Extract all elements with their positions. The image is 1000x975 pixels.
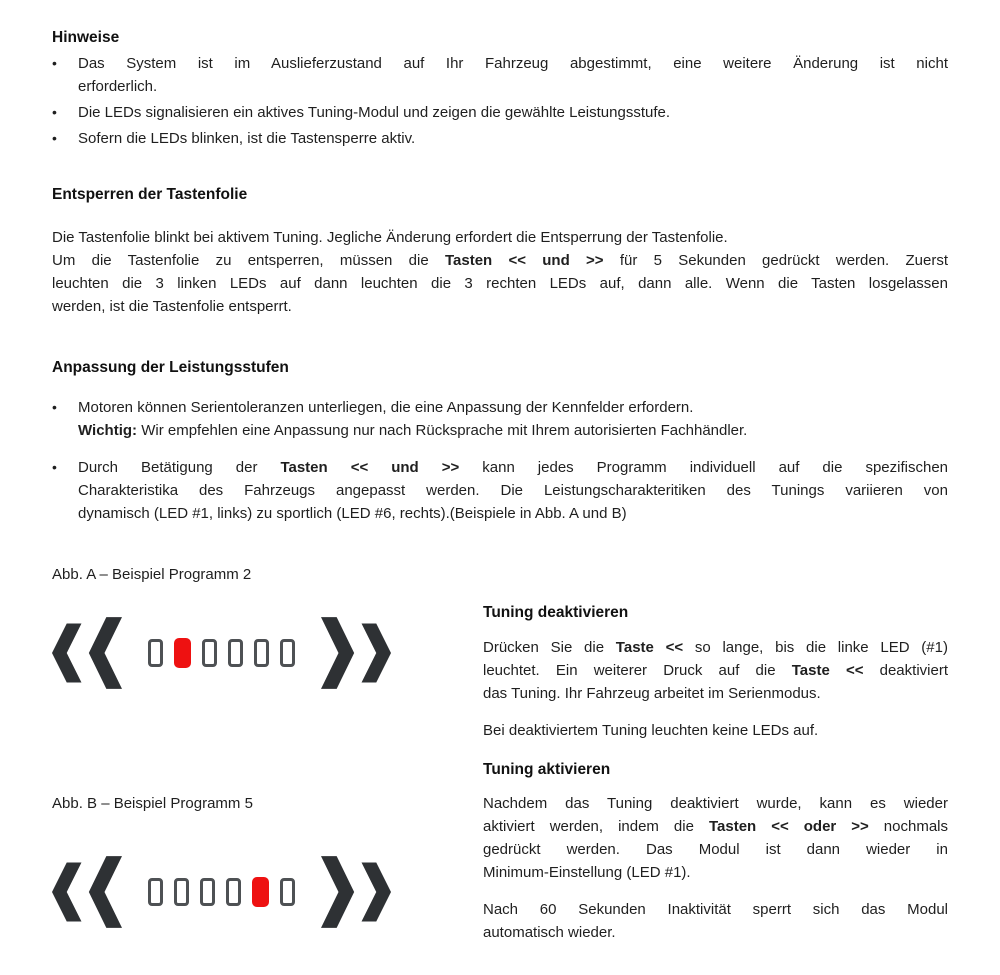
- text-line: Nach 60 Sekunden Inaktivität sperrt sich das Modul: [483, 901, 948, 918]
- text-line: leuchten die 3 linken LEDs auf dann leuchten die 3 rechten LEDs auf, dann alle. Wenn die Tasten losgelassen: [52, 275, 948, 292]
- bullet-text: [78, 127, 948, 150]
- bold-text: Tasten << und >>: [444, 252, 604, 269]
- text: aktiviert werden, indem die: [483, 818, 709, 835]
- text-line: Motoren können Serientoleranzen unterliegen, die eine Anpassung der Kennfelder erfordern.: [78, 399, 694, 416]
- figure-b-label: Abb. B – Beispiel Programm 5: [52, 795, 253, 812]
- text-line: [483, 815, 948, 838]
- led-indicator: [200, 878, 215, 906]
- list-item: [52, 456, 948, 525]
- hinweise-list: [52, 52, 948, 150]
- bold-text: Tasten << und >>: [280, 459, 460, 476]
- aktivieren-title: Tuning aktivieren: [483, 761, 611, 778]
- text: deaktiviert: [863, 662, 948, 679]
- bullet-icon: •: [52, 399, 57, 415]
- bullet-text: [78, 52, 948, 98]
- bold-text: Tasten << oder >>: [708, 818, 869, 835]
- text-line: [78, 456, 948, 479]
- deaktivieren-paragraph: [483, 636, 948, 705]
- text-line: erforderlich.: [78, 78, 158, 95]
- bold-text: Taste <<: [615, 639, 684, 656]
- led-indicator: [228, 639, 243, 667]
- text-line: dynamisch (LED #1, links) zu sportlich (LED #6, rechts).(Beispiele in Abb. A und B): [78, 505, 627, 522]
- anpassung-title: Anpassung der Leistungsstufen: [52, 359, 289, 376]
- led-indicator: [174, 878, 189, 906]
- list-item: [52, 396, 948, 442]
- text: Durch Betätigung der: [78, 459, 281, 476]
- led-indicator-active: [252, 877, 269, 907]
- bullet-text: [78, 396, 948, 442]
- text-line: Das System ist im Auslieferzustand auf Ihr Fahrzeug abgestimmt, eine weitere Änderung ist nicht: [78, 55, 948, 72]
- led-indicator-active: [174, 638, 191, 668]
- chevron-left-icon: [52, 617, 122, 689]
- led-row: [148, 638, 295, 668]
- text: Drücken Sie die: [483, 639, 616, 656]
- text-line: das Tuning. Ihr Fahrzeug arbeitet im Serienmodus.: [483, 685, 821, 702]
- led-row: [148, 877, 295, 907]
- bullet-icon: •: [52, 130, 57, 146]
- list-item: [52, 101, 948, 124]
- hinweise-title: Hinweise: [52, 29, 120, 46]
- text-line: gedrückt werden. Das Modul ist dann wieder in: [483, 841, 948, 858]
- text-line: Sofern die LEDs blinken, ist die Tastensperre aktiv.: [78, 130, 416, 147]
- section-entsperren: [52, 183, 948, 318]
- text: für 5 Sekunden gedrückt werden. Zuerst: [603, 252, 949, 269]
- led-indicator: [254, 639, 269, 667]
- text-line: Die Tastenfolie blinkt bei aktivem Tuning. Jegliche Änderung erfordert die Entsperrung der Tastenfolie.: [52, 229, 728, 246]
- list-item: [52, 127, 948, 150]
- text-line: Minimum-Einstellung (LED #1).: [483, 864, 691, 881]
- chevron-right-icon: [321, 856, 391, 928]
- text: kann jedes Programm individuell auf die spezifischen: [459, 459, 949, 476]
- text-line: Charakteristika des Fahrzeugs angepasst werden. Die Leistungscharakteritiken des Tunings variieren von: [78, 482, 948, 499]
- list-item: [52, 52, 948, 98]
- figure-a-label: Abb. A – Beispiel Programm 2: [52, 566, 252, 583]
- section-hinweise: [52, 26, 948, 150]
- text: Um die Tastenfolie zu entsperren, müssen die: [52, 252, 445, 269]
- text-line: Bei deaktiviertem Tuning leuchten keine LEDs auf.: [483, 722, 819, 739]
- led-indicator: [280, 639, 295, 667]
- bullet-icon: •: [52, 55, 57, 71]
- bullet-text: [78, 456, 948, 525]
- text: Wir empfehlen eine Anpassung nur nach Rücksprache mit Ihrem autorisierten Fachhändler.: [137, 422, 748, 439]
- text: so lange, bis die linke LED (#1): [683, 639, 948, 656]
- figures-and-instructions: [52, 563, 948, 944]
- led-figure-a: [52, 614, 483, 692]
- figures-column: [52, 563, 483, 944]
- led-indicator: [148, 878, 163, 906]
- led-figure-b: [52, 853, 483, 931]
- deaktivieren-note: [483, 719, 948, 742]
- text-line: werden, ist die Tastenfolie entsperrt.: [52, 298, 292, 315]
- anpassung-list: [52, 396, 948, 525]
- bullet-icon: •: [52, 459, 57, 475]
- bullet-text: [78, 101, 948, 124]
- led-indicator: [148, 639, 163, 667]
- text: nochmals: [868, 818, 948, 835]
- aktivieren-paragraph: [483, 792, 948, 884]
- text-line: automatisch wieder.: [483, 924, 616, 941]
- led-indicator: [202, 639, 217, 667]
- text-line: Nachdem das Tuning deaktiviert wurde, kann es wieder: [483, 795, 948, 812]
- aktivieren-note: [483, 898, 948, 944]
- led-indicator: [226, 878, 241, 906]
- text-line: [78, 419, 948, 442]
- section-anpassung: [52, 356, 948, 525]
- entsperren-paragraph: [52, 226, 948, 318]
- chevron-right-icon: [321, 617, 391, 689]
- text-line: Die LEDs signalisieren ein aktives Tuning-Modul und zeigen die gewählte Leistungsstufe.: [78, 104, 671, 121]
- led-indicator: [280, 878, 295, 906]
- entsperren-title: Entsperren der Tastenfolie: [52, 186, 248, 203]
- bullet-icon: •: [52, 104, 57, 120]
- instructions-column: [483, 563, 948, 944]
- text: leuchtet. Ein weiterer Druck auf die: [483, 662, 792, 679]
- bold-text: Taste <<: [791, 662, 864, 679]
- deaktivieren-title: Tuning deaktivieren: [483, 604, 629, 621]
- text-line: [483, 636, 948, 659]
- chevron-left-icon: [52, 856, 122, 928]
- text-line: [483, 659, 948, 682]
- bold-text: Wichtig:: [78, 422, 138, 439]
- text-line: [52, 249, 948, 272]
